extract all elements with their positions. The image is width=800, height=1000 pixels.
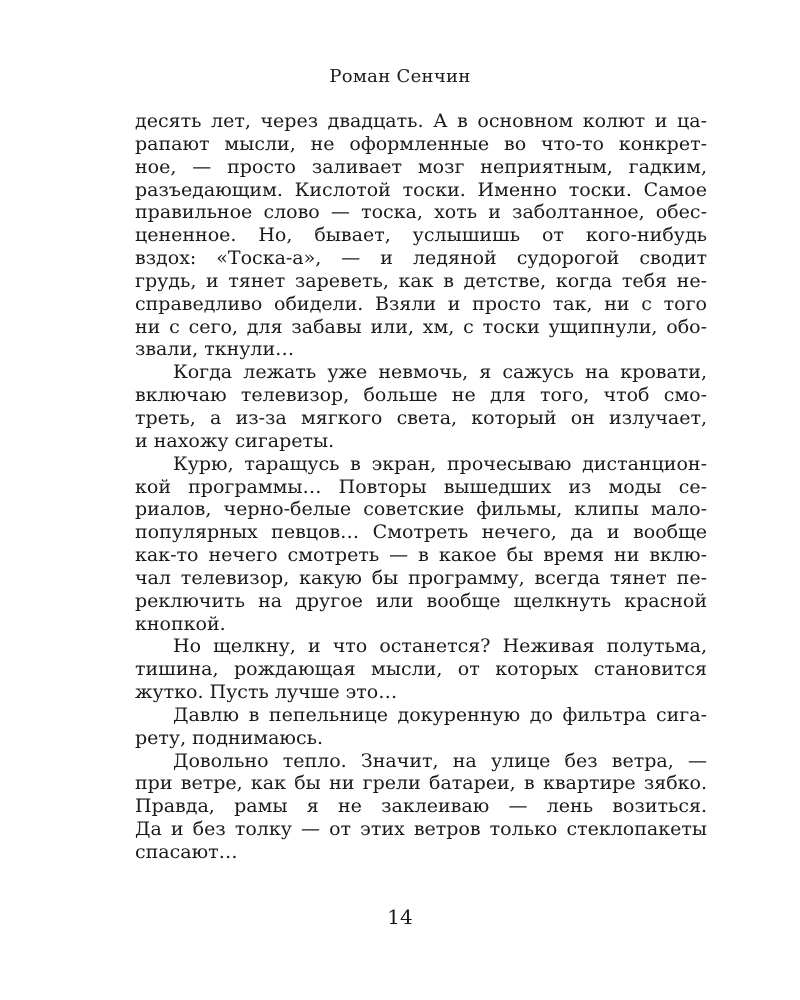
text-line: Да и без толку — от этих ветров только стеклопакеты	[135, 818, 707, 841]
text-line: грудь, и тянет зареветь, как в детстве, когда тебя не-	[135, 269, 707, 292]
text-line: Курю, таращусь в экран, прочесываю дистанцион-	[173, 452, 707, 475]
text-line: рету, поднимаюсь.	[135, 726, 323, 749]
text-line: при ветре, как бы ни грели батареи, в квартире зябко.	[135, 772, 707, 795]
body-text	[135, 110, 707, 864]
text-line: тишина, рождающая мысли, от которых становится	[135, 658, 707, 681]
text-line: цененное. Но, бывает, услышишь от кого-нибудь	[135, 224, 707, 247]
text-line: реключить на другое или вообще щелкнуть красной	[135, 589, 707, 612]
page-number: 14	[387, 905, 413, 929]
text-line: кой программы… Повторы вышедших из моды се-	[135, 475, 707, 498]
text-line: чал телевизор, какую бы программу, всегда тянет пе-	[135, 566, 707, 589]
text-line: звали, ткнули…	[135, 338, 295, 361]
text-line: кнопкой.	[135, 612, 226, 635]
text-line: включаю телевизор, больше не для того, чтоб смо-	[135, 384, 707, 407]
text-line: Давлю в пепельнице докуренную до фильтра сига-	[173, 703, 707, 726]
text-line: ни с сего, для забавы или, хм, с тоски ущипнули, обо-	[135, 315, 707, 338]
text-line: популярных певцов… Смотреть нечего, да и вообще	[135, 521, 707, 544]
text-line: Довольно тепло. Значит, на улице без ветра, —	[173, 749, 707, 772]
text-line: десять лет, через двадцать. А в основном колют и ца-	[135, 110, 707, 132]
text-line: как-то нечего смотреть — в какое бы время ни вклю-	[135, 544, 707, 567]
text-line: рапают мысли, не оформленные во что-то конкрет-	[135, 132, 707, 155]
text-line: и нахожу сигареты.	[135, 429, 335, 452]
running-header: Роман Сенчин	[329, 66, 471, 87]
text-line: жутко. Пусть лучше это…	[135, 681, 398, 704]
text-line: ное, — просто заливает мозг неприятным, гадким,	[135, 155, 707, 178]
text-line: правильное слово — тоска, хоть и заболтанное, обес-	[135, 201, 707, 224]
text-line: треть, а из-за мягкого света, который он излучает,	[135, 406, 707, 429]
text-line: Правда, рамы я не заклеиваю — лень возиться.	[135, 795, 707, 818]
text-line: разъедающим. Кислотой тоски. Именно тоски. Самое	[135, 178, 707, 201]
text-line: Но щелкну, и что останется? Неживая полутьма,	[173, 635, 707, 658]
text-line: Когда лежать уже невмочь, я сажусь на кровати,	[173, 361, 707, 384]
text-line: вздох: «Тоска-а», — и ледяной судорогой сводит	[135, 247, 707, 270]
text-line: риалов, черно-белые советские фильмы, клипы мало-	[135, 498, 707, 521]
text-line: справедливо обидели. Взяли и просто так, ни с того	[135, 292, 707, 315]
text-line: спасают…	[135, 841, 238, 863]
